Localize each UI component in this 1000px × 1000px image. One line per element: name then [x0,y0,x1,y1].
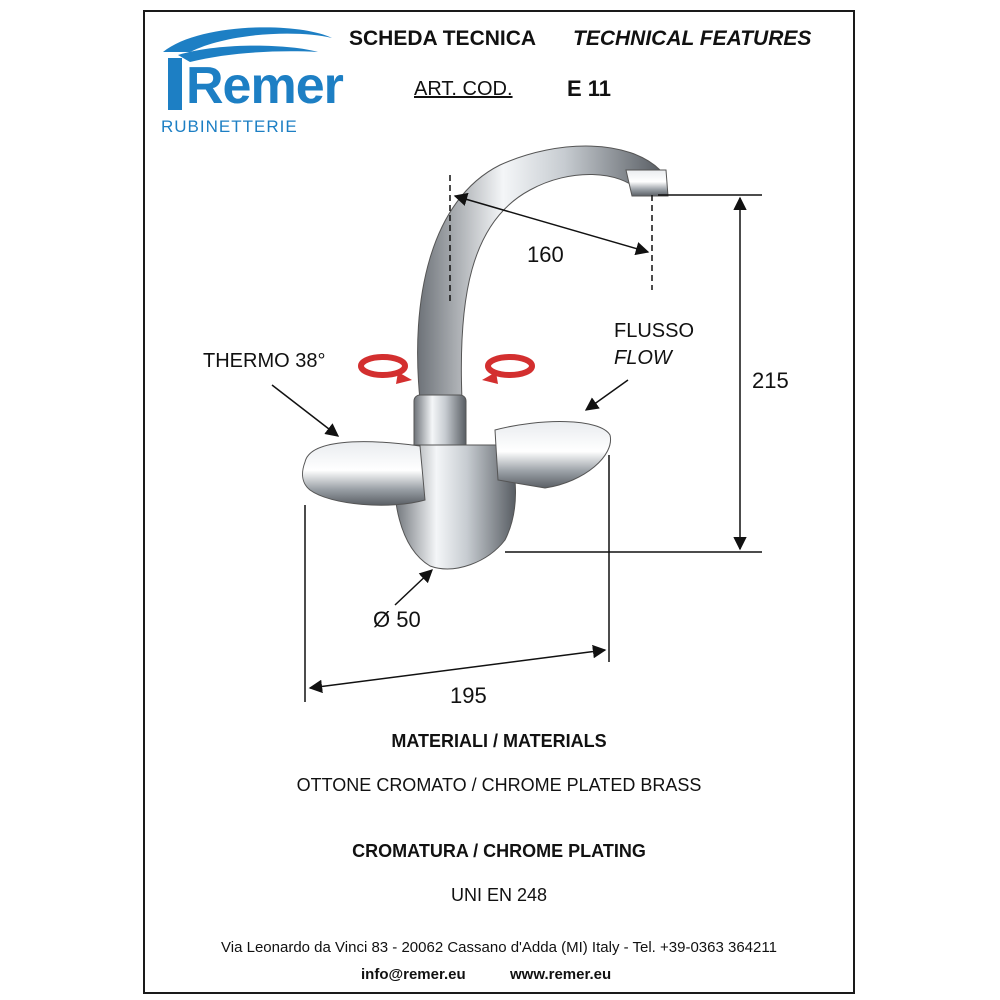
art-code-label: ART. COD. [414,78,513,100]
faucet-aerator [626,170,668,196]
diameter-leader-arrow [395,570,432,605]
label-thermo: THERMO 38° [203,350,326,372]
footer-email-link[interactable]: info@remer.eu [361,966,466,983]
plating-heading: CROMATURA / CHROME PLATING [352,841,646,861]
dimension-diameter: Ø 50 [373,607,421,632]
label-flow-italian: FLUSSO [614,320,695,342]
label-flow-english: FLOW [614,347,672,369]
materials-value: OTTONE CROMATO / CHROME PLATED BRASS [296,775,702,795]
flow-leader-arrow [586,380,628,410]
materials-heading: MATERIALI / MATERIALS [391,731,607,751]
rotation-arrow-right-icon [482,357,532,384]
title-italian: SCHEDA TECNICA [349,27,537,50]
thermo-leader-arrow [272,385,338,436]
rotation-arrow-left-icon [361,357,412,384]
dimension-height: 215 [752,368,789,393]
footer-address: Via Leonardo da Vinci 83 - 20062 Cassano d'Adda (MI) Italy - Tel. +39-0363 364211 [221,939,777,956]
logo-subtitle: RUBINETTERIE [161,117,298,136]
dimension-width: 195 [450,683,487,708]
right-handle [495,422,611,488]
logo-wordmark: Remer [186,57,343,115]
art-code-value: E 11 [567,76,612,101]
footer-website-link[interactable]: www.remer.eu [510,966,612,983]
plating-value: UNI EN 248 [450,885,548,905]
left-handle [303,442,425,506]
dimension-reach: 160 [527,242,564,267]
title-english: TECHNICAL FEATURES [573,27,812,50]
